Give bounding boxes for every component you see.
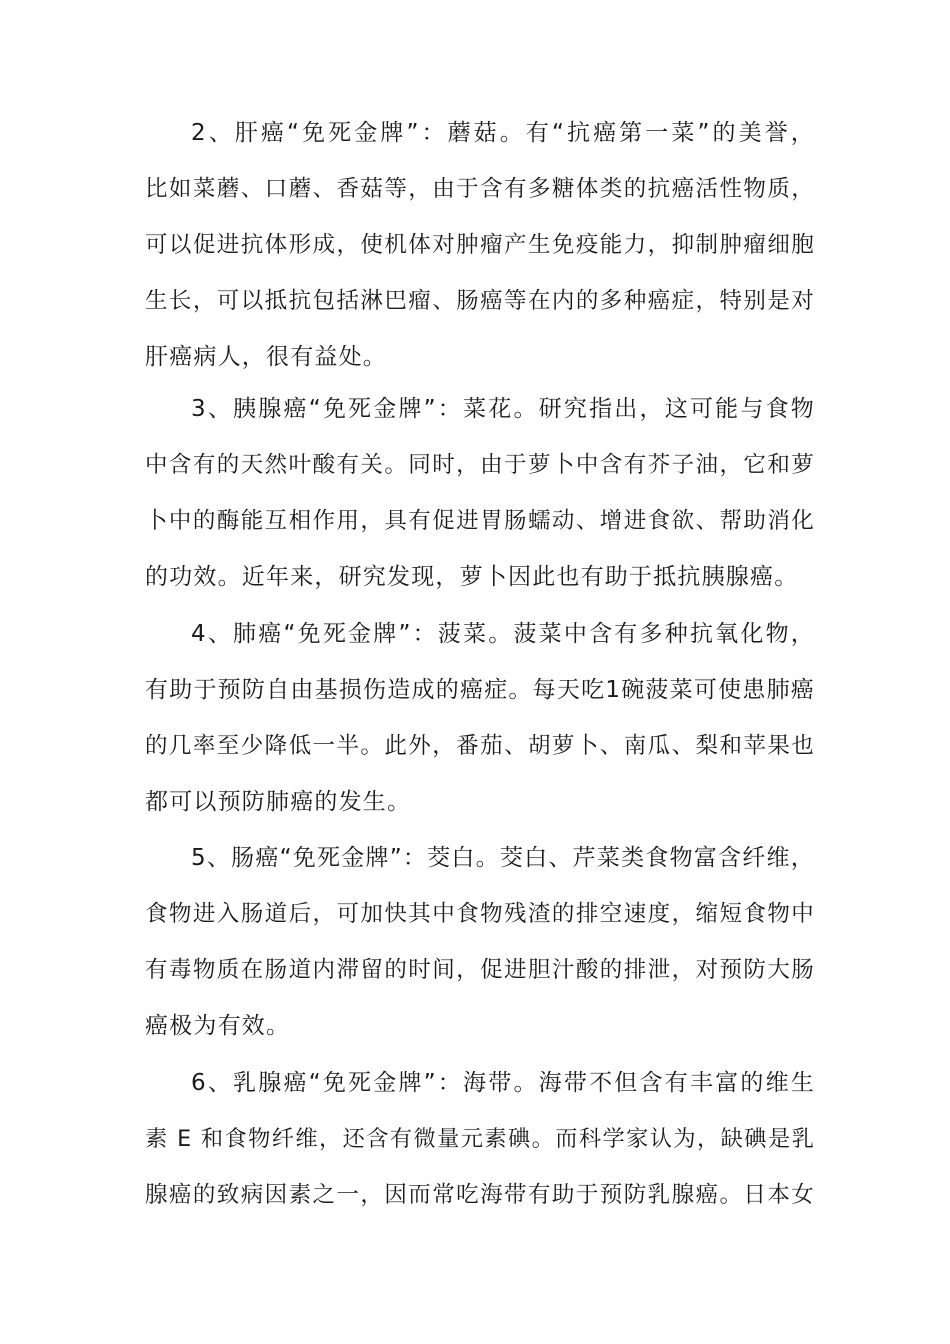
text-line: 可以促进抗体形成，使机体对肿瘤产生免疫能力，抑制肿瘤细胞 [145,232,815,258]
text-line: 的几率至少降低一半。此外，番茄、胡萝卜、南瓜、梨和苹果也 [145,733,815,759]
paragraph-colon-cancer [145,830,815,1054]
text-line: 食物进入肠道后，可加快其中食物残渣的排空速度，缩短食物中 [145,901,815,927]
text-line: 4、肺癌“免死金牌”：菠菜。菠菜中含有多种抗氧化物， [191,621,815,647]
text-line: 腺癌的致病因素之一，因而常吃海带有助于预防乳腺癌。日本女 [145,1182,815,1208]
paragraph-lung-cancer [145,606,815,830]
text-line: 的功效。近年来，研究发现，萝卜因此也有助于抵抗胰腺癌。 [145,564,799,590]
text-line: 3、胰腺癌“免死金牌”：菜花。研究指出，这可能与食物 [191,396,815,422]
text-line: 生长，可以抵抗包括淋巴瘤、肠癌等在内的多种癌症，特别是对 [145,288,815,314]
text-line: 6、乳腺癌“免死金牌”：海带。海带不但含有丰富的维生 [191,1070,815,1096]
text-line: 肝癌病人，很有益处。 [145,344,387,370]
text-line: 5、肠癌“免死金牌”：茭白。茭白、芹菜类食物富含纤维， [191,845,815,871]
text-line: 癌极为有效。 [145,1013,291,1039]
paragraph-liver-cancer [145,105,815,385]
text-line: 都可以预防肺癌的发生。 [145,789,412,815]
text-line: 2、肝癌“免死金牌”：蘑菇。有“抗癌第一菜”的美誉， [191,120,815,146]
text-line: 卜中的酶能互相作用，具有促进胃肠蠕动、增进食欲、帮助消化 [145,508,815,534]
text-line: 有毒物质在肠道内滞留的时间，促进胆汁酸的排泄，对预防大肠 [145,957,815,983]
paragraph-breast-cancer [145,1055,815,1223]
text-line: 素 E 和食物纤维，还含有微量元素碘。而科学家认为，缺碘是乳 [145,1126,815,1152]
text-line: 有助于预防自由基损伤造成的癌症。每天吃1碗菠菜可使患肺癌 [145,677,815,703]
text-line: 比如菜蘑、口蘑、香菇等，由于含有多糖体类的抗癌活性物质， [145,176,815,202]
paragraph-pancreatic-cancer [145,381,815,605]
text-line: 中含有的天然叶酸有关。同时，由于萝卜中含有芥子油，它和萝 [145,452,815,478]
